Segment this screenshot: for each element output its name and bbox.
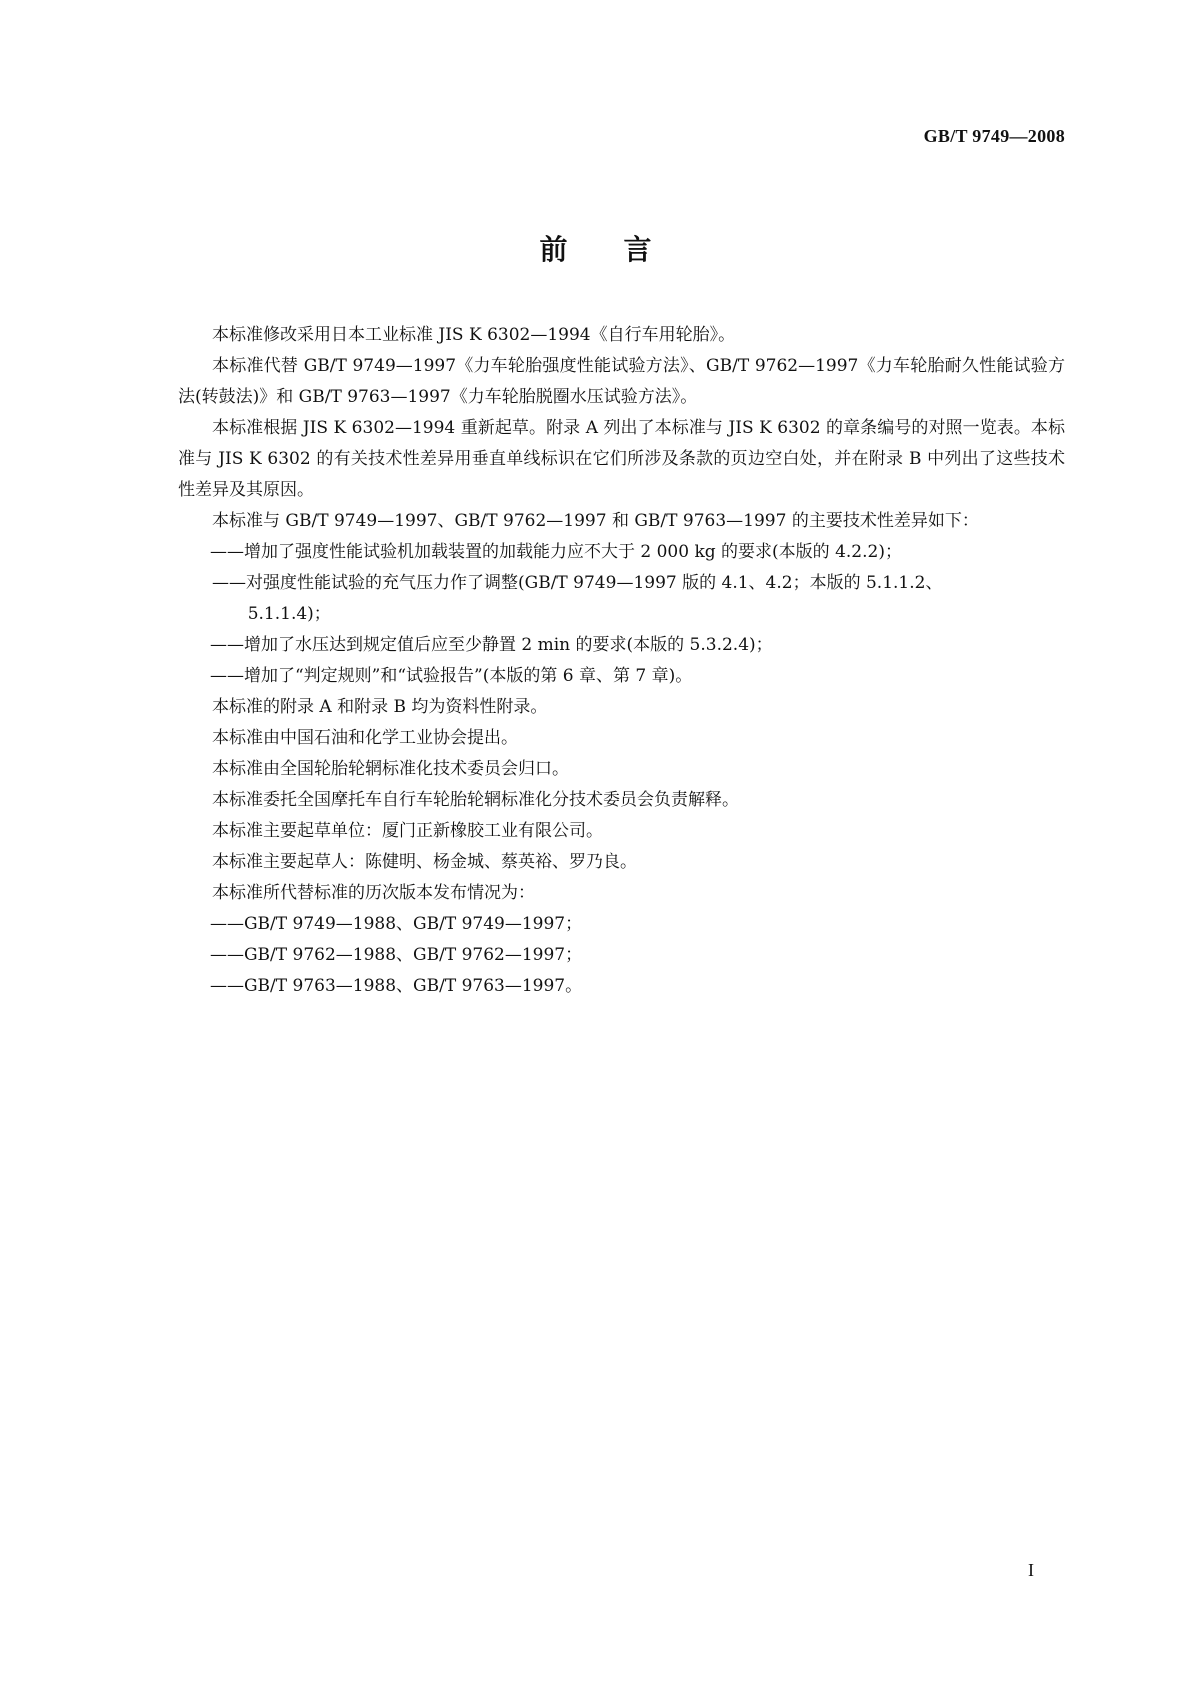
difference-item-2 <box>178 568 1065 630</box>
paragraph-drafters: 本标准主要起草人：陈健明、杨金城、蔡英裕、罗乃良。 <box>212 852 637 872</box>
title-char-1: 前 <box>539 233 568 266</box>
foreword-body <box>178 320 1065 1002</box>
difference-item-2-line-1: ——对强度性能试验的充气压力作了调整(GB/T 9749—1997 版的 4.1、4.2；本版的 5.1.1.2、 <box>212 573 943 593</box>
page-title <box>0 228 1191 268</box>
paragraph-adoption: 本标准修改采用日本工业标准 JIS K 6302—1994《自行车用轮胎》。 <box>212 325 736 345</box>
paragraph-proposer: 本标准由中国石油和化学工业协会提出。 <box>212 728 518 748</box>
standard-code: GB/T 9749—2008 <box>923 126 1065 146</box>
paragraph-replacement: 本标准代替 GB/T 9749—1997《力车轮胎强度性能试验方法》、GB/T 9762—1997《力车轮胎耐久性能试验方法(转鼓法)》和 GB/T 9763—1997《力车轮胎脱圈水压试验方法》。 <box>178 356 1065 407</box>
paragraph-annexes: 本标准的附录 A 和附录 B 均为资料性附录。 <box>212 697 548 717</box>
paragraph-centralized-by: 本标准由全国轮胎轮辋标准化技术委员会归口。 <box>212 759 569 779</box>
paragraph-history-intro: 本标准所代替标准的历次版本发布情况为： <box>212 883 535 903</box>
page-number: I <box>1028 1560 1034 1580</box>
history-item-3: ——GB/T 9763—1988、GB/T 9763—1997。 <box>209 976 583 996</box>
difference-item-4: ——增加了“判定规则”和“试验报告”(本版的第 6 章、第 7 章)。 <box>209 666 693 686</box>
difference-item-2-line-2: 5.1.1.4)； <box>247 604 331 624</box>
title-char-2: 言 <box>623 233 652 266</box>
difference-item-3: ——增加了水压达到规定值后应至少静置 2 min 的要求(本版的 5.3.2.4)； <box>209 635 773 655</box>
paragraph-interpretation: 本标准委托全国摩托车自行车轮胎轮辋标准化分技术委员会负责解释。 <box>212 790 739 810</box>
difference-item-1: ——增加了强度性能试验机加载装置的加载能力应不大于 2 000 kg 的要求(本版的 4.2.2)； <box>209 542 902 562</box>
history-item-2: ——GB/T 9762—1988、GB/T 9762—1997； <box>209 945 583 965</box>
paragraph-drafting-unit: 本标准主要起草单位：厦门正新橡胶工业有限公司。 <box>212 821 603 841</box>
paragraph-drafting-basis: 本标准根据 JIS K 6302—1994 重新起草。附录 A 列出了本标准与 JIS K 6302 的章条编号的对照一览表。本标准与 JIS K 6302 的有关技术性差异用垂直单线标识在它们所涉及条款的页边空白处，并在附录 B 中列出了这些技术性差异及其原因。 <box>178 418 1065 500</box>
paragraph-differences-intro: 本标准与 GB/T 9749—1997、GB/T 9762—1997 和 GB/T 9763—1997 的主要技术性差异如下： <box>212 511 979 531</box>
history-item-1: ——GB/T 9749—1988、GB/T 9749—1997； <box>209 914 583 934</box>
